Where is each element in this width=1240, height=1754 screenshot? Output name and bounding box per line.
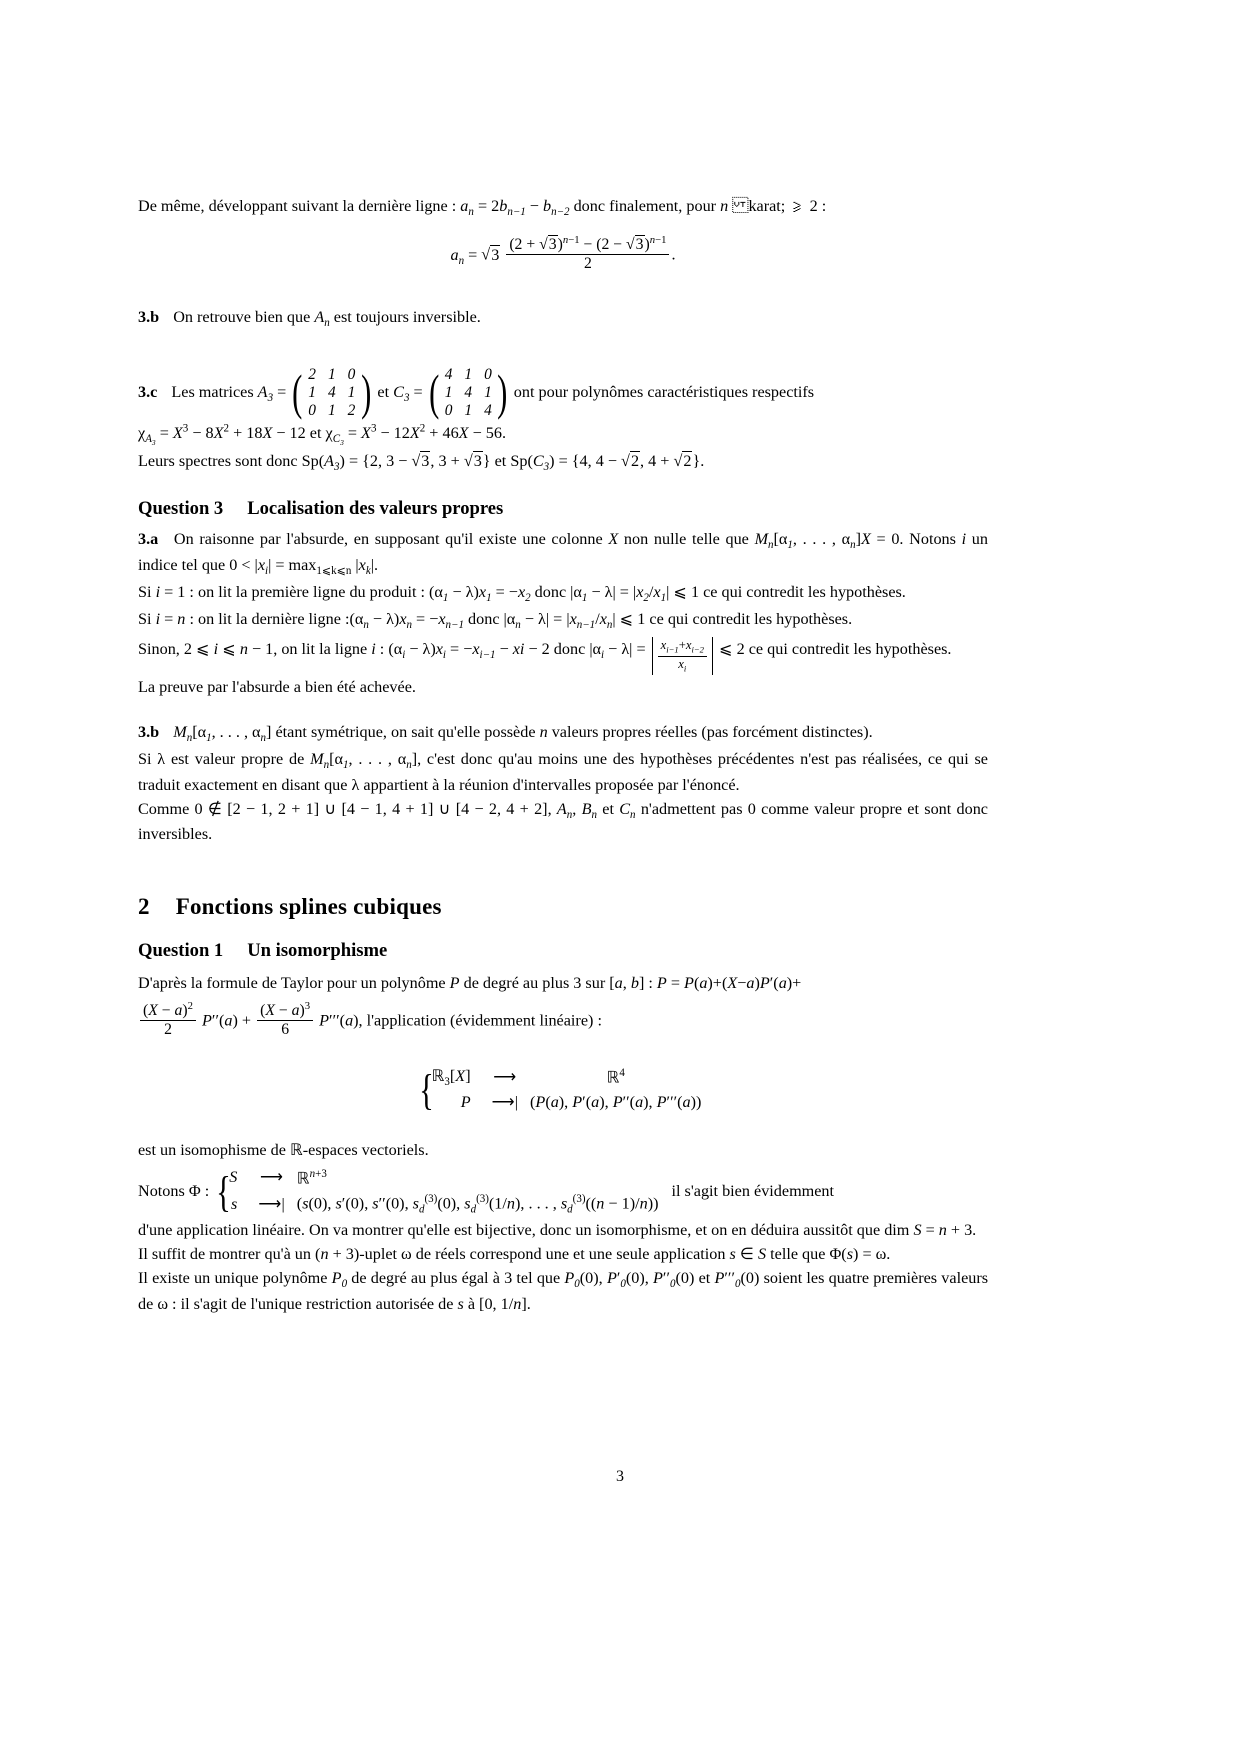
matrix-row [439,402,498,420]
text-3a-part1: On raisonne par l'absurde, en supposant qu'il existe une colonne X non nulle telle que $M_n[\alpha_1$, . . . , $\alpha_n]X = 0$. Notons i un indice tel que $0 < |x_i| = \max_{1⩽k⩽n} |x_k|$. [138,529,988,578]
taylor-fraction-1 [140,1001,196,1038]
display-formula-an [138,235,988,272]
heading-section-2 [138,894,988,920]
map-1-system: { ℝ$_3$[X] ⟶ ℝ$^4$ P ⟶| (P(a), P′(a), P′′(a), P′′′(a)) [416,1065,711,1115]
taylor-frac1-den: 2 [140,1020,196,1039]
matrix-C3: ( 4 1 0 1 4 1 0 1 4 ) [428,365,508,421]
matrix-cell: 2 [308,366,316,384]
matrix-row [302,402,361,420]
question-1-title: Un isomorphisme [247,940,388,962]
text-3b-symmetric: $M_n[\alpha_1$, . . . , $\alpha_n$] étant symétrique, on sait qu'elle possède n valeurs propres réelles (pas forcément distinctes). [173,722,873,744]
matrix-A3: ( 2 1 0 1 4 1 0 1 2 ) [292,365,372,421]
paragraph-suffit [138,1243,988,1266]
page-content [138,195,988,1316]
map-image: (s(0), s′(0), s′′(0), $s_d^{(3)}(0)$, $s_d^{(3)}(1/n)$, . . . , $s_d^{(3)}((n - 1)/n)$) [296,1193,659,1216]
paragraph-3a-case-i1 [138,581,988,607]
paragraph-notons-tail [138,1219,988,1242]
paragraph-3a-part1 [138,528,988,580]
map-domain: S [229,1168,238,1187]
page-number: 3 [616,1468,624,1485]
matrix-cell: 0 [347,366,356,384]
text-3c-tail: ont pour polynômes caractéristiques respectifs [513,383,815,402]
text-isomorphisme: est un isomophisme de ℝ-espaces vectoriels. [138,1140,429,1159]
intro-formula: $a_n = 2b_{n-1} - b_{n-2}$ [460,197,570,219]
intro-text: De même, développant suivant la dernière ligne : [138,197,457,215]
map-mapsto-icon: ⟶| [491,1092,519,1111]
question-1-label: Question 1 [138,940,224,962]
paragraph-3a-case-else [138,637,988,674]
matrix-cell: 0 [308,402,316,420]
matrix-cell: 1 [327,402,336,420]
matrix-cell: 4 [484,402,492,420]
taylor-fraction-2 [257,1001,313,1038]
heading-question-1 [138,940,988,962]
text-3b-lambda: Si λ est valeur propre de $M_n[\alpha_1$, . . . , $\alpha_n$], c'est donc qu'au moins une des hypothèses précédentes n'est pas réalisées, ce qui se traduit exactement en disant que λ appartient à la réunion d'intervalles proposée par l'énoncé. [138,749,988,794]
chi-formula: $\chi_{A_3} = X^3 - 8X^2 + 18X - 12$ et $\chi_{C_3} = X^3 - 12X^2 + 46X - 56$. [138,422,507,448]
map-codomain: ℝ$^{n+3}$ [296,1167,327,1188]
matrix-cell: 4 [464,384,473,402]
map-domain: ℝ$_3$[X] [431,1066,471,1089]
intro-condition: n karat; [720,197,786,215]
paragraph-taylor-2 [138,1001,988,1038]
text-unique-poly: Il existe un unique polynôme $P_0$ de degré au plus égal à 3 tel que $P_0(0)$, $P'_0(0)$, $P''_0(0)$ et $P'''_0(0)$ soient les quatre premières valeurs de ω : il s'agit de l'unique restriction autorisée de s à [0, 1/n]. [138,1269,989,1314]
matrix-cell: 1 [464,402,473,420]
intro-tail: donc finalement, pour [573,197,717,215]
question-3-label: Question 3 [138,497,224,519]
matrix-cell: 0 [484,366,492,384]
taylor-frac2-num: $(X - a)^3$ [260,1000,311,1020]
matrix-row [302,384,361,402]
heading-question-3 [138,498,988,520]
map-arrow-icon: ⟶ [493,1067,517,1086]
map-row [432,1065,711,1091]
matrix-row [302,366,361,384]
map-row [229,1191,667,1218]
paragraph-3b-lambda [138,748,988,797]
map-row [432,1091,711,1115]
paragraph-unique-poly [138,1267,988,1316]
matrix-row [439,366,498,384]
label-3b-second: 3.b [138,722,160,741]
map-mapsto-icon: ⟶| [258,1194,285,1213]
text-notons-tail-2: d'une application linéaire. On va montrer qu'elle est bijective, donc un isomorphisme, et on en déduira aussitôt que dim S = n + 3. [138,1221,977,1240]
an-fraction [506,235,669,272]
section-2-title: Fonctions splines cubiques [175,894,442,920]
text-3b-post: est toujours inversible. [333,308,481,327]
matrix-cell: 1 [327,366,336,384]
spectra-formula: Leurs spectres sont donc $Sp(A_3) = \{2$, 3 − √3, 3 + √3} et $Sp(C_3) = \{4$, 4 − √2, 4 + √2}. [138,452,705,474]
paragraph-spectra [138,450,988,476]
text-3c-lead: Les matrices [171,383,254,402]
text-taylor-part1: D'après la formule de Taylor pour un polynôme P de degré au plus 3 sur [a, b] : P = P(a)+(X−a)P′(a)+ [138,974,802,993]
an-denominator: 2 [506,254,669,273]
question-3-title: Localisation des valeurs propres [247,497,504,519]
paragraph-3b-symmetric [138,721,988,747]
paragraph-notons-phi [138,1166,988,1219]
text-3a-case-i1: Si i = 1 : on lit la première ligne du produit : $(\alpha_1 - \lambda)x_1 = -x_2$ donc $|\alpha_1 - \lambda| = |x_2/x_1|$ ⩽ 1 ce qui contredit les hypothèses. [138,582,906,604]
matrix-cell: 4 [327,384,336,402]
sqrt-3: √3 [481,245,500,264]
text-suffit: Il suffit de montrer qu'à un (n + 3)-uplet ω de réels correspond une et une seule application s ∈ S telle que Φ(s) = ω. [138,1245,891,1264]
map-arrow-icon: ⟶ [259,1168,284,1187]
map-element: P [460,1092,471,1111]
paragraph-intro [138,195,988,221]
taylor-mid: P′′(a) + [202,1012,252,1031]
paragraph-3a-conclusion: La preuve par l'absurde a bien été achevée. [138,677,416,696]
matrix-cell: 4 [444,366,453,384]
matrix-row [439,384,498,402]
matrix-cell: 1 [444,384,453,402]
matrix-cell: 2 [347,402,356,420]
matrix-cell: 1 [347,384,356,402]
paragraph-3b-invertible [138,798,988,847]
label-3a: 3.a [138,529,159,548]
matrix-cell: 1 [464,366,473,384]
text-notons: Notons Φ : [138,1181,210,1200]
map-element: s [231,1194,238,1213]
taylor-frac1-num: $(X - a)^2$ [143,1000,193,1020]
paragraph-3b-inversible [138,306,988,332]
text-3a-case-else: Sinon, 2 ⩽ i ⩽ n − 1, on lit la ligne i : $(\alpha_i - \lambda)x_i = -x_{i-1}$ − xi − 2 donc $|\alpha_i - \lambda|$ = $\frac{x_{i-1}+x_{i-2}}{x_i}$ ⩽ 2 ce qui contredit les hypothèses. [138,638,952,674]
taylor-frac2-den: 6 [257,1020,313,1039]
map-codomain: ℝ$^4$ [606,1067,625,1087]
label-3b: 3.b [138,308,160,327]
paragraph-isomorphisme [138,1139,988,1162]
paragraph-taylor [138,972,988,995]
paragraph-3c-matrices [138,366,988,420]
matrix-cell: 1 [484,384,492,402]
text-3c-mid: et [377,383,390,402]
text-3b-pre: On retrouve bien que [173,308,311,327]
text-notons-tail-1: il s'agit bien évidemment [671,1181,835,1200]
label-3c: 3.c [138,383,158,402]
display-map-1 [138,1065,988,1115]
taylor-end: P′′′(a), l'application (évidemment linéaire) : [319,1012,602,1031]
intro-condition-2: ⩾ 2 : [789,197,827,215]
text-3a-case-in: Si i = n : on lit la dernière ligne $:(\alpha_n - \lambda)x_n = -x_{n-1}$ donc $|\alpha_n - \lambda| = |x_{n-1}/x_n|$ ⩽ 1 ce qui contredit les hypothèses. [138,609,853,631]
map-row [229,1166,667,1191]
matrix-cell: 0 [444,402,453,420]
matrix-C3-name: $C_3$ = [393,383,423,405]
an-lhs: $a_n$ = [450,245,478,267]
map-image: (P(a), P′(a), P′′(a), P′′′(a)) [530,1092,702,1111]
paragraph-3a-case-in [138,608,988,634]
matrix-An-symbol: $A_n$ [314,308,330,330]
paragraph-chi-polynomials [138,422,988,449]
text-3b-invertible: Comme 0 ∉ [2 − 1, 2 + 1] ∪ [4 − 1, 4 + 1] ∪ [4 − 2, 4 + 2], $A_n$, $B_n$ et $C_n$ n'admettent pas 0 comme valeur propre et sont donc inversibles. [138,799,988,844]
an-period: . [671,245,676,264]
an-numerator: $(2 + √3)^{n-1} - (2 - √3)^{n-1}$ [509,233,667,254]
matrix-cell: 1 [308,384,316,402]
section-2-number: 2 [138,894,150,920]
matrix-A3-name: $A_3$ = [257,383,287,405]
map-2-system: { S ⟶ ℝ$^{n+3}$ s ⟶| (s(0), s′(0), s′′(0), $s_d^{(3)}(0)$, $s_d^{(3)}(1/n)$, . . . , $s_d^{(3)}((n - 1)/n)$) [213,1166,667,1219]
